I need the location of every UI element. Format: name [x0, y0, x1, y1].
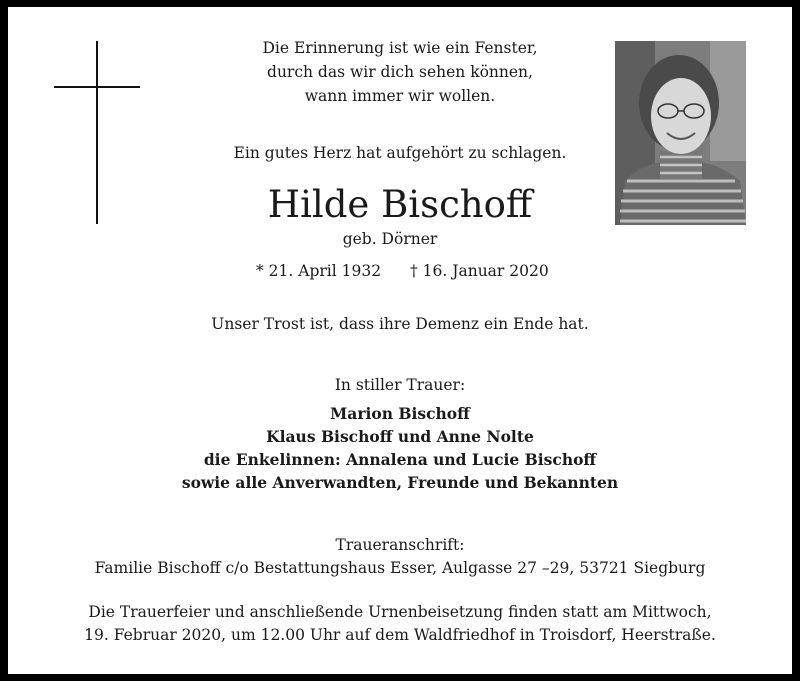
mourning-heading: In stiller Trauer: — [334, 376, 466, 394]
mourner-4: sowie alle Anverwandten, Freunde und Bekannten — [181, 473, 619, 492]
mourner-3: die Enkelinnen: Annalena und Lucie Bischoff — [203, 450, 597, 469]
address-line: Familie Bischoff c/o Bestattungshaus Esser, Aulgasse 27 –29, 53721 Siegburg — [94, 559, 706, 577]
birth-date: * 21. April 1932 — [256, 262, 382, 280]
address-heading: Traueranschrift: — [335, 536, 465, 554]
deceased-name: Hilde Bischoff — [267, 183, 533, 226]
obituary-card — [8, 7, 792, 674]
death-date: † 16. Januar 2020 — [410, 262, 549, 280]
poem-line-3: wann immer wir wollen. — [304, 87, 496, 105]
heart-line: Ein gutes Herz hat aufgehört zu schlagen. — [233, 144, 567, 162]
poem-line-2: durch das wir dich sehen können, — [267, 63, 533, 81]
consolation-line: Unser Trost ist, dass ihre Demenz ein Ende hat. — [211, 315, 589, 333]
poem-line-1: Die Erinnerung ist wie ein Fenster, — [262, 39, 538, 57]
mourner-2: Klaus Bischoff und Anne Nolte — [266, 427, 534, 446]
maiden-name: geb. Dörner — [342, 230, 438, 248]
ceremony-line-2: 19. Februar 2020, um 12.00 Uhr auf dem Waldfriedhof in Troisdorf, Heerstraße. — [84, 626, 716, 644]
ceremony-line-1: Die Trauerfeier und anschließende Urnenbeisetzung finden statt am Mittwoch, — [88, 603, 712, 621]
life-dates — [8, 260, 792, 282]
mourner-1: Marion Bischoff — [330, 404, 470, 423]
